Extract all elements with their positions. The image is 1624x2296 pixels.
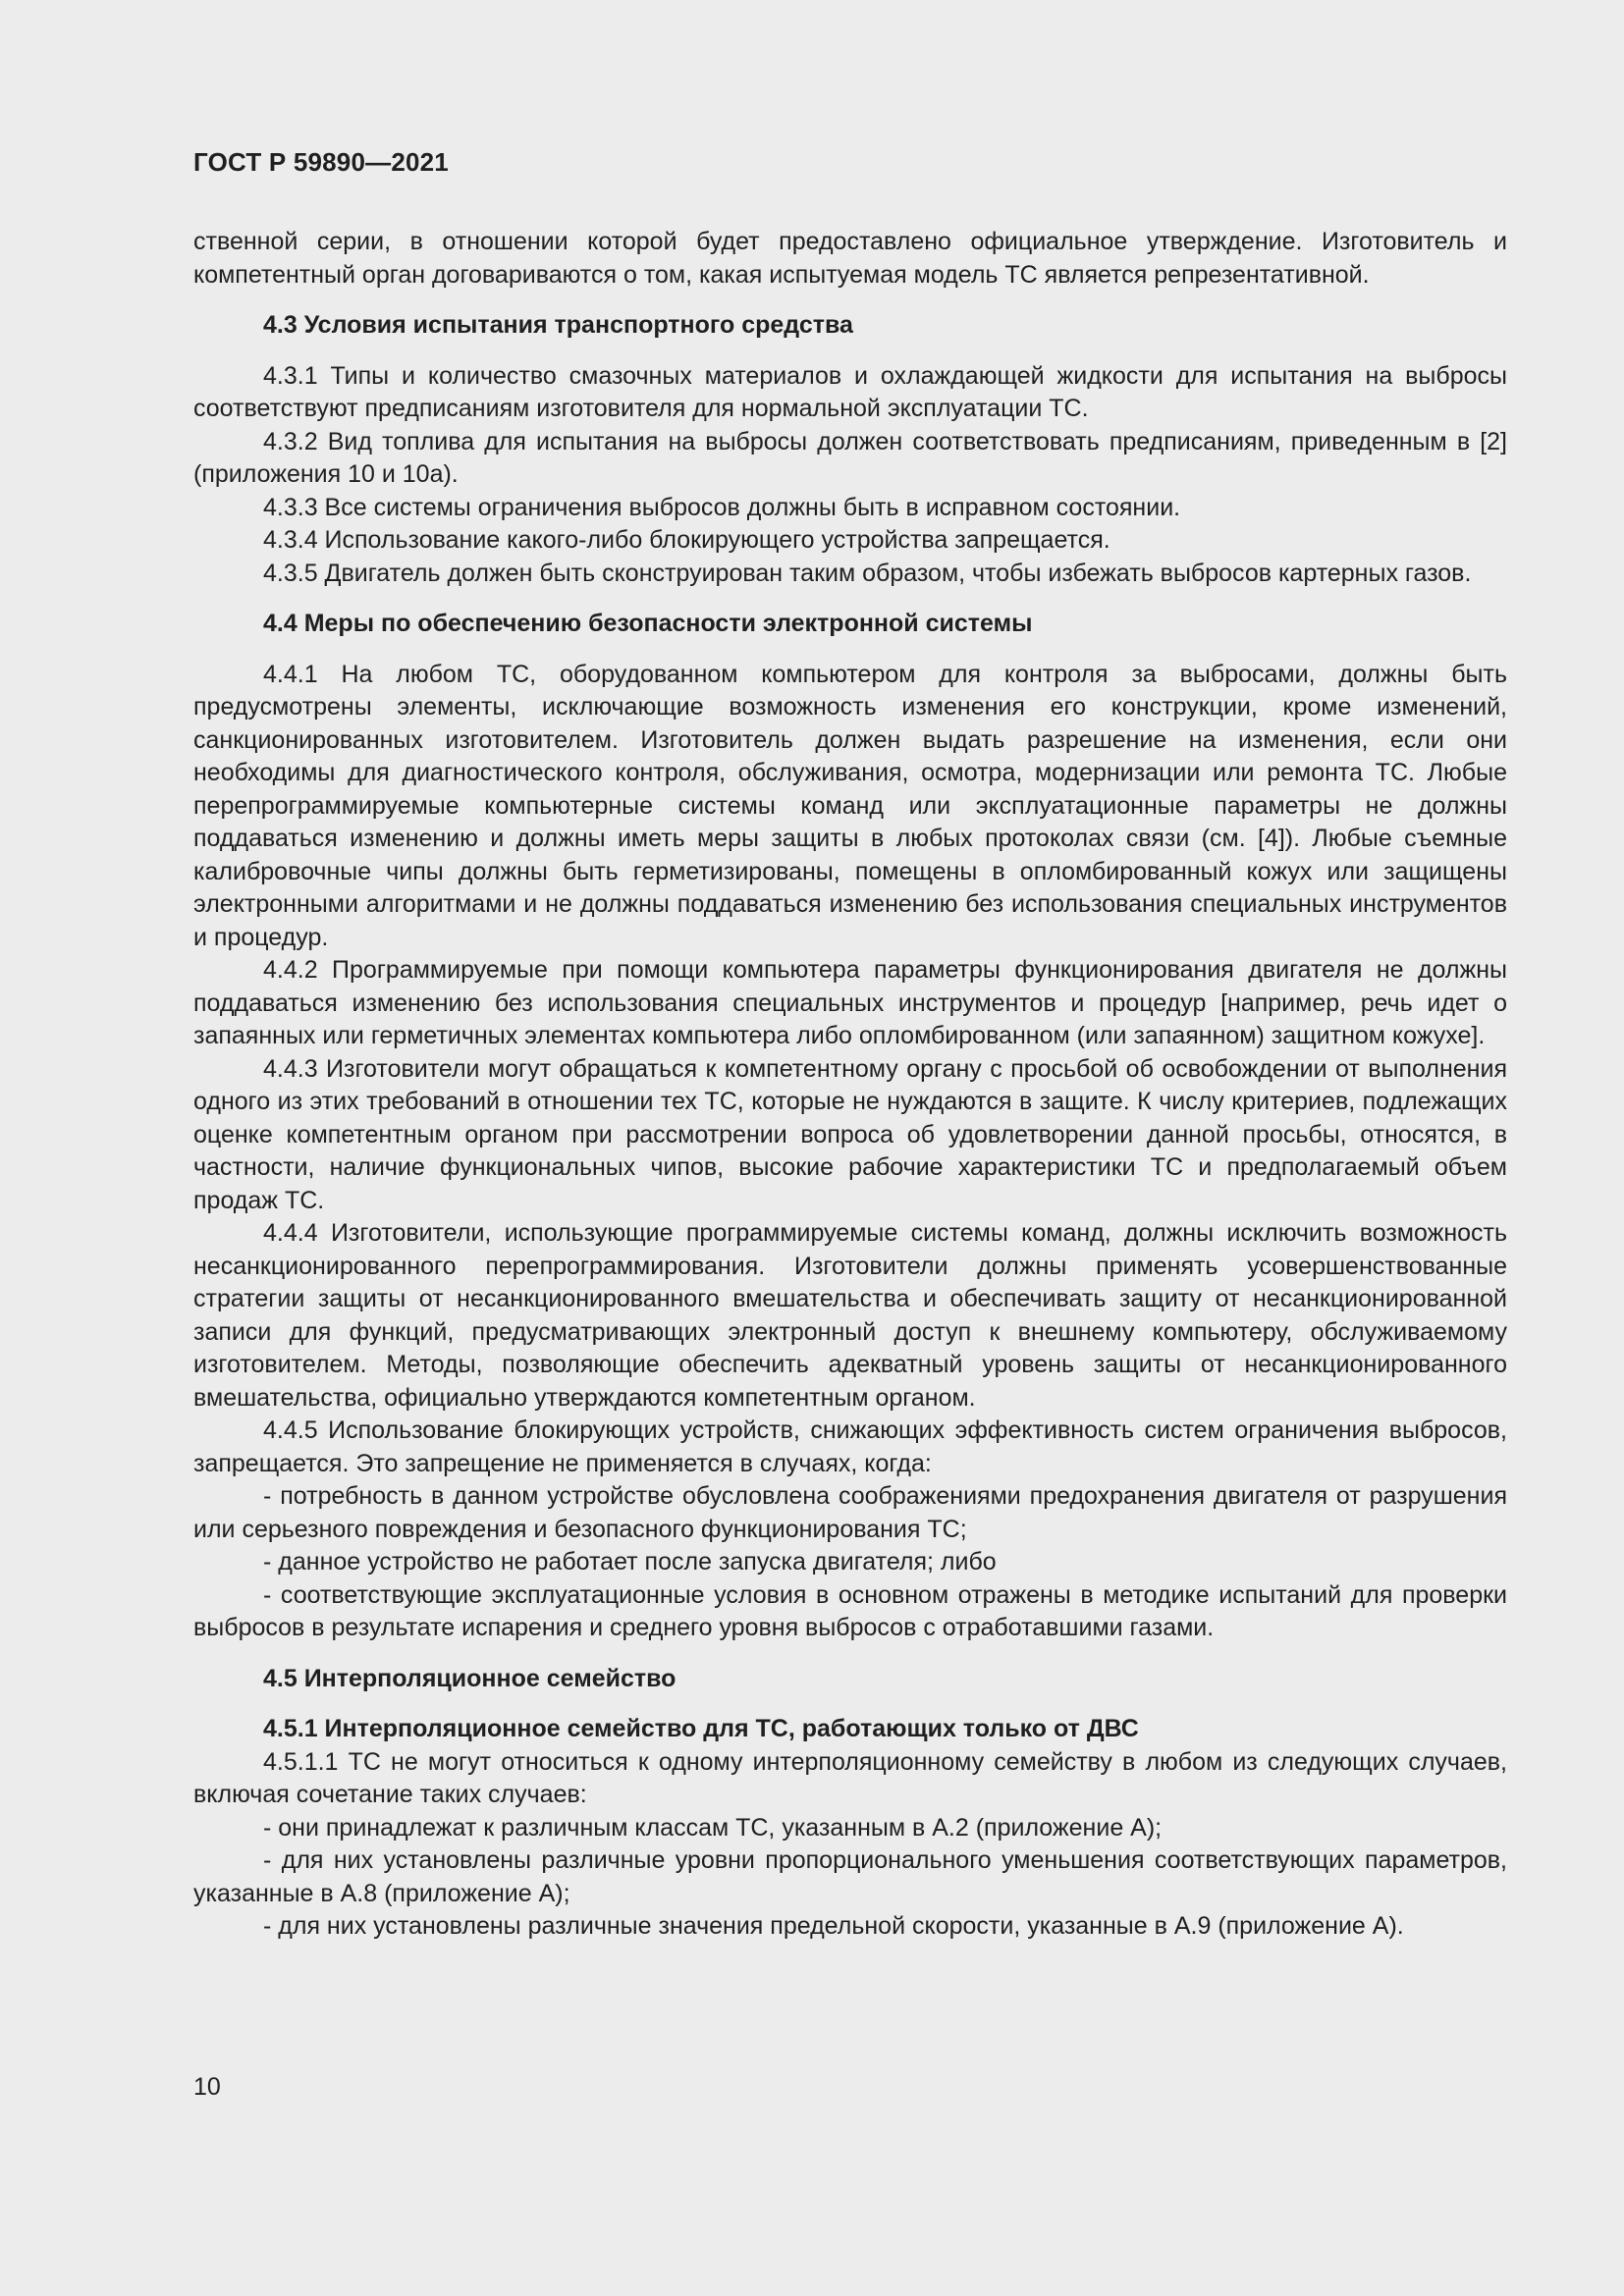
subsection-heading-4-5-1: 4.5.1 Интерполяционное семейство для ТС, работающих только от ДВС: [263, 1715, 1139, 1742]
list-item-4-4-5-a: - потребность в данном устройстве обусловлена соображениями предохранения двигателя от разрушения или серьезного повреждения и безопасного функционирования ТС;: [193, 1482, 1507, 1543]
list-item-4-4-5-b: - данное устройство не работает после запуска двигателя; либо: [263, 1548, 997, 1575]
section-heading-4-5: 4.5 Интерполяционное семейство: [263, 1664, 677, 1692]
section-heading-4-3: 4.3 Условия испытания транспортного средства: [263, 311, 853, 339]
paragraph-4-3-3: 4.3.3 Все системы ограничения выбросов должны быть в исправном состоянии.: [263, 493, 1181, 521]
paragraph-intro: ственной серии, в отношении которой будет предоставлено официальное утверждение. Изготовитель и компетентный орган договариваются о том, какая испытуемая модель ТС является репрезентативной.: [193, 228, 1507, 289]
paragraph-4-3-1: 4.3.1 Типы и количество смазочных материалов и охлаждающей жидкости для испытания на выбросы соответствуют предписаниям изготовителя для нормальной эксплуатации ТС.: [193, 361, 1507, 422]
paragraph-4-3-5: 4.3.5 Двигатель должен быть сконструирован таким образом, чтобы избежать выбросов картерных газов.: [263, 559, 1472, 587]
list-item-4-5-1-1-a: - они принадлежат к различным классам ТС, указанным в А.2 (приложение А);: [263, 1813, 1163, 1842]
page-number: 10: [193, 2073, 221, 2101]
paragraph-4-5-1-1: 4.5.1.1 ТС не могут относиться к одному интерполяционному семейству в любом из следующих случаев, включая сочетание таких случаев:: [193, 1747, 1507, 1808]
list-item-4-4-5-c: - соответствующие эксплуатационные условия в основном отражены в методике испытаний для проверки выбросов в результате испарения и среднего уровня выбросов с отработавшими газами.: [193, 1580, 1507, 1641]
paragraph-4-4-1: 4.4.1 На любом ТС, оборудованном компьютером для контроля за выбросами, должны быть предусмотрены элементы, исключающие возможность изменения его конструкции, кроме изменений, санкционированных изготовителем. Изготовитель должен выдать разрешение на изменения, если они необходимы для диагностического контроля, обслуживания, осмотра, модернизации или ремонта ТС. Любые перепрограммируемые компьютерные системы команд или эксплуатационные параметры не должны поддаваться изменению и должны иметь меры защиты в любых протоколах связи (см. [4]). Любые съемные калибровочные чипы должны быть герметизированы, помещены в опломбированный кожух или защищены электронными алгоритмами и не должны поддаваться изменению без использования специальных инструментов и процедур.: [193, 660, 1507, 951]
paragraph-4-4-5: 4.4.5 Использование блокирующих устройств, снижающих эффективность систем ограничения выбросов, запрещается. Это запрещение не применяется в случаях, когда:: [193, 1416, 1507, 1477]
list-item-4-5-1-1-c: - для них установлены различные значения предельной скорости, указанные в А.9 (приложение А).: [263, 1912, 1404, 1940]
document-header-id: ГОСТ Р 59890—2021: [193, 147, 449, 177]
section-heading-4-4: 4.4 Меры по обеспечению безопасности электронной системы: [263, 610, 1033, 637]
paragraph-4-4-2: 4.4.2 Программируемые при помощи компьютера параметры функционирования двигателя не должны поддаваться изменению без использования специальных инструментов и процедур [например, речь идет о запаянных или герметичных элементах компьютера либо опломбированном (или запаянном) защитном кожухе].: [193, 956, 1507, 1049]
paragraph-4-3-4: 4.3.4 Использование какого-либо блокирующего устройства запрещается.: [263, 526, 1110, 554]
paragraph-4-4-3: 4.4.3 Изготовители могут обращаться к компетентному органу с просьбой об освобождении от выполнения одного из этих требований в отношении тех ТС, которые не нуждаются в защите. К числу критериев, подлежащих оценке компетентным органом при рассмотрении вопроса об удовлетворении данной просьбы, относятся, в частности, наличие функциональных чипов, высокие рабочие характеристики ТС и предполагаемый объем продаж ТС.: [193, 1054, 1507, 1214]
document-body: [193, 226, 1507, 1944]
paragraph-4-4-4: 4.4.4 Изготовители, использующие программируемые системы команд, должны исключить возможность несанкционированного перепрограммирования. Изготовители должны применять усовершенствованные стратегии защиты от несанкционированного вмешательства и обеспечивать защиту от несанкционированной записи для функций, предусматривающих электронный доступ к внешнему компьютеру, обслуживаемому изготовителем. Методы, позволяющие обеспечить адекватный уровень защиты от несанкционированного вмешательства, официально утверждаются компетентным органом.: [193, 1219, 1507, 1412]
paragraph-4-3-2: 4.3.2 Вид топлива для испытания на выбросы должен соответствовать предписаниям, приведенным в [2] (приложения 10 и 10а).: [193, 427, 1507, 488]
list-item-4-5-1-1-b: - для них установлены различные уровни пропорционального уменьшения соответствующих параметров, указанные в А.8 (приложение А);: [193, 1846, 1507, 1907]
